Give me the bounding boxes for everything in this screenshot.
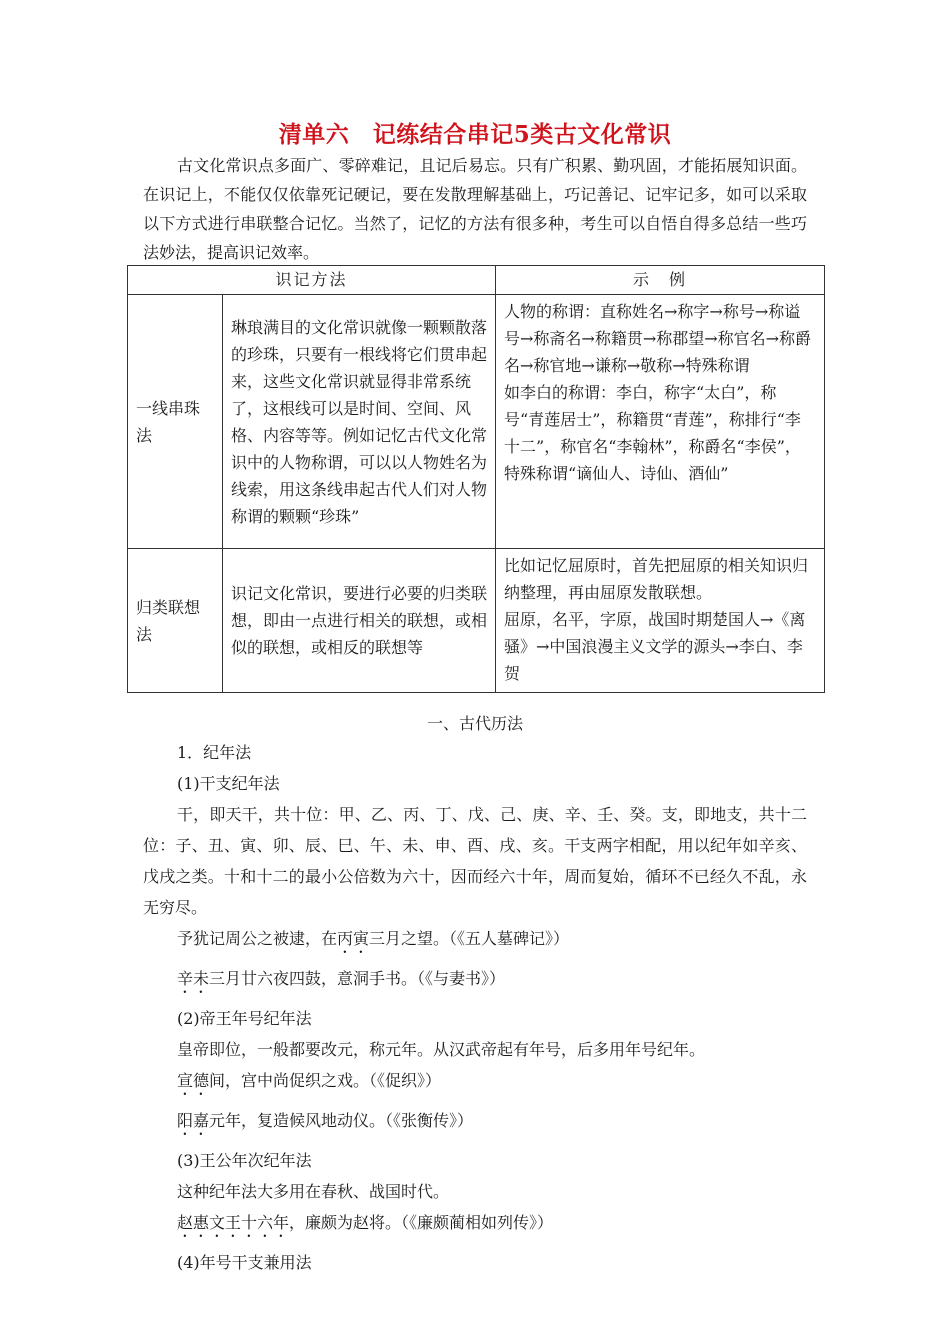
- method-description: 琳琅满目的文化常识就像一颗颗散落的珍珠，只要有一根线将它们贯串起来，这些文化常识就显得非常系统了，这根线可以是时间、空间、风格、内容等等。例如记忆古代文化常识中的人物称谓，可以以人物姓名为线索，用这条线串起古代人们对人物称谓的颗颗“珍珠”: [223, 295, 496, 549]
- method-example: [496, 295, 825, 549]
- subsection-heading: 1．纪年法: [177, 743, 252, 762]
- method-example: [496, 549, 825, 693]
- method-name: 一线串珠法: [128, 295, 223, 549]
- table-row: [128, 295, 825, 549]
- header-method: 识记方法: [128, 266, 496, 295]
- intro-paragraph: 古文化常识点多面广、零碎难记，且记后易忘。只有广积累、勤巩固，才能拓展知识面。在识记上，不能仅仅依靠死记硬记，要在发散理解基础上，巧记善记、记牢记多，如可以采取以下方式进行串联整合记忆。当然了，记忆的方法有很多种，考生可以自悟自得多总结一些巧法妙法，提高识记效率。: [143, 156, 807, 262]
- example-text: 人物的称谓：直称姓名→称字→称号→称谥号→称斋名→称籍贯→称郡望→称官名→称爵名→称官地→谦称→敬称→特殊称谓: [504, 302, 812, 375]
- subsection-subheading: (3)王公年次纪年法: [177, 1151, 312, 1170]
- body-paragraph: 干，即天干，共十位：甲、乙、丙、丁、戊、己、庚、辛、壬、癸。支，即地支，共十二位：子、丑、寅、卯、辰、巳、午、未、申、酉、戌、亥。干支两字相配，用以纪年如辛亥、戊戌之类。十和十二的最小公倍数为六十，因而经六十年，周而复始，循环不已经久不乱，永无穷尽。: [143, 805, 807, 917]
- example-text: 如李白的称谓：李白，称字“太白”，称号“青莲居士”，称籍贯“青莲”，称排行“李十二”，称官名“李翰林”，称爵名“李侯”，特殊称谓“谪仙人、诗仙、酒仙”: [504, 383, 801, 483]
- table-header-row: [128, 266, 825, 295]
- subsection-subheading: (1)干支纪年法: [177, 774, 280, 793]
- example-line: 宣德间，宫中尚促织之戏。（《促织》）: [177, 1071, 442, 1090]
- page-title: 清单六 记练结合串记5类古文化常识: [278, 121, 672, 148]
- section-body: [143, 737, 807, 1278]
- section-title: 一、古代历法: [426, 714, 523, 733]
- example-text: 比如记忆屈原时，首先把屈原的相关知识归纳整理，再由屈原发散联想。: [504, 556, 809, 602]
- example-line: 辛未三月廿六夜四鼓，意洞手书。（《与妻书》）: [177, 969, 506, 988]
- method-description: 识记文化常识，要进行必要的归类联想，即由一点进行相关的联想，或相似的联想，或相反的联想等: [223, 549, 496, 693]
- example-text: 屈原，名平，字原，战国时期楚国人→《离骚》→中国浪漫主义文学的源头→李白、李贺: [504, 610, 806, 683]
- example-line: 赵惠文王十六年，廉颇为赵将。（《廉颇蔺相如列传》）: [177, 1213, 554, 1232]
- example-line: 予犹记周公之被逮，在丙寅三月之望。（《五人墓碑记》）: [177, 929, 570, 948]
- body-paragraph: 这种纪年法大多用在春秋、战国时代。: [177, 1182, 450, 1201]
- header-example: 示 例: [496, 266, 825, 295]
- example-line: 阳嘉元年，复造候风地动仪。（《张衡传》）: [177, 1111, 474, 1130]
- method-name: 归类联想法: [128, 549, 223, 693]
- method-table: [127, 265, 825, 693]
- subsection-subheading: (2)帝王年号纪年法: [177, 1009, 312, 1028]
- subsection-subheading: (4)年号干支兼用法: [177, 1253, 312, 1272]
- table-row: [128, 549, 825, 693]
- body-paragraph: 皇帝即位，一般都要改元，称元年。从汉武帝起有年号，后多用年号纪年。: [177, 1040, 706, 1059]
